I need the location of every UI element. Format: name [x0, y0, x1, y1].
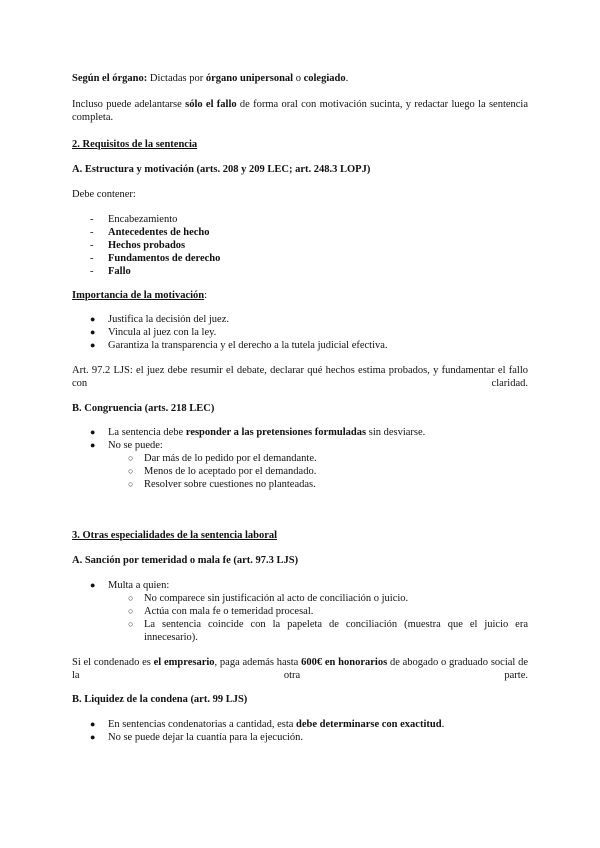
bullet-marker: ● [90, 340, 96, 350]
paragraph-empresario: Si el condenado es el empresario, paga además hasta 600€ en honorarios de abogado o graduado social de la otra parte. [72, 657, 528, 681]
paragraph-organo: Según el órgano: Dictadas por órgano unipersonal o colegiado. [72, 73, 349, 84]
bullet-marker: ● [90, 314, 96, 324]
circle-marker: ○ [128, 466, 134, 476]
bullet-marker: ● [90, 719, 96, 729]
subheading-liquidez: B. Liquidez de la condena (art. 99 LJS) [72, 694, 248, 705]
dash-marker: - [90, 240, 94, 251]
bullet-marker: ● [90, 440, 96, 450]
dash-marker: - [90, 214, 94, 225]
subheading-congruencia: B. Congruencia (arts. 218 LEC) [72, 403, 215, 414]
paragraph-fallo: Incluso puede adelantarse sólo el fallo de forma oral con motivación sucinta, y redactar luego la sentencia completa. [72, 99, 528, 123]
subheading-sancion: A. Sanción por temeridad o mala fe (art. 97.3 LJS) [72, 555, 299, 566]
circle-marker: ○ [128, 479, 134, 489]
circle-marker: ○ [128, 606, 134, 616]
dash-marker: - [90, 253, 94, 264]
section-heading-3: 3. Otras especialidades de la sentencia laboral [72, 530, 278, 541]
bullet-marker: ● [90, 732, 96, 742]
dash-marker: - [90, 266, 94, 277]
section-heading-2: 2. Requisitos de la sentencia [72, 139, 198, 150]
debe-contener: Debe contener: [72, 189, 136, 200]
bullet-marker: ● [90, 427, 96, 437]
circle-marker: ○ [128, 593, 134, 603]
bullet-marker: ● [90, 580, 96, 590]
dash-marker: - [90, 227, 94, 238]
importancia-heading: Importancia de la motivación: [72, 290, 208, 301]
circle-marker: ○ [128, 453, 134, 463]
subheading-estructura: A. Estructura y motivación (arts. 208 y 209 LEC; art. 248.3 LOPJ) [72, 164, 371, 175]
organo-label: Según el órgano: [72, 73, 148, 84]
circle-marker: ○ [128, 619, 134, 629]
bullet-marker: ● [90, 327, 96, 337]
paragraph-art-97-2: Art. 97.2 LJS: el juez debe resumir el debate, declarar qué hechos estima probados, y fundamentar el fallo con claridad. [72, 365, 528, 389]
